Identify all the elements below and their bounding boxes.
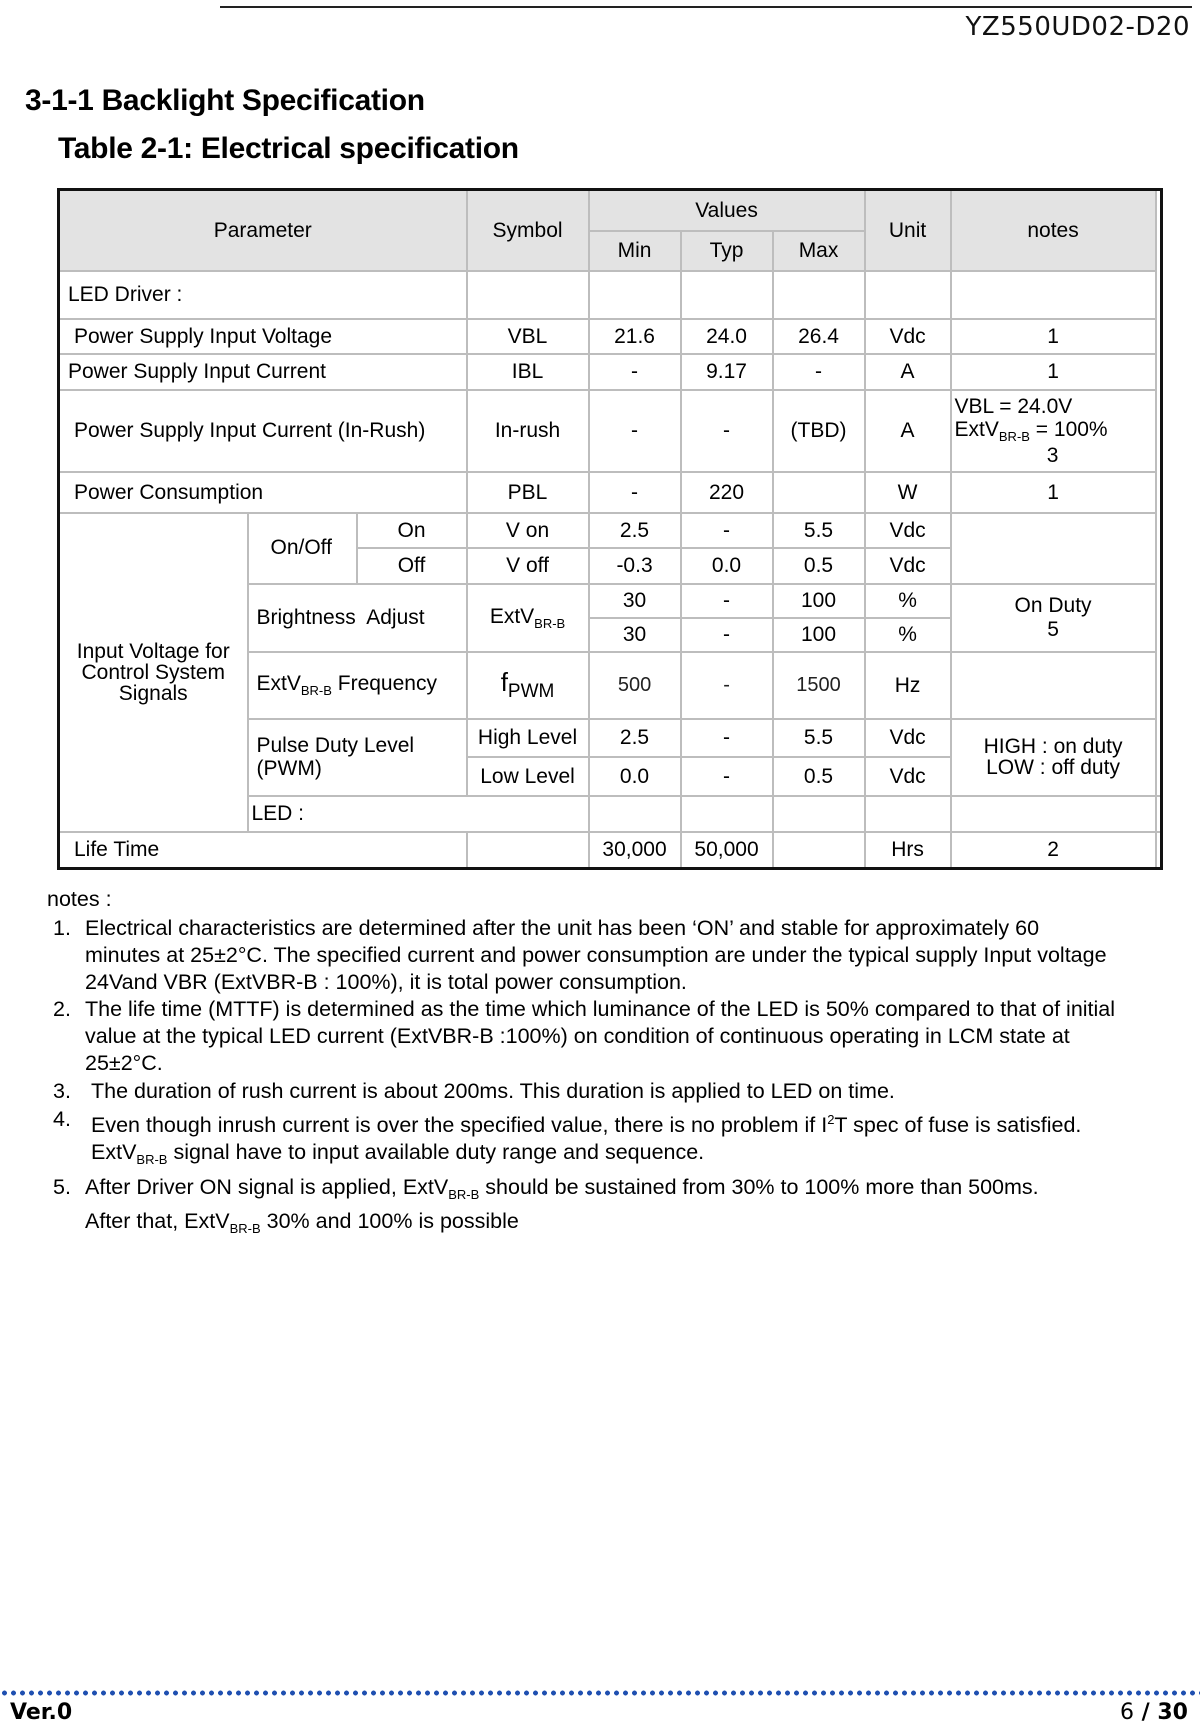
frequency-symbol: $f_{PWM}$ [467, 652, 589, 719]
row-max: 26.4 [773, 319, 865, 354]
onoff-label: On/Off [248, 513, 357, 584]
row-symbol: IBL [467, 354, 589, 389]
off-label: Off [357, 548, 467, 583]
table-row [59, 271, 1162, 318]
row-param: Life Time [59, 832, 467, 868]
row-note: 1 [951, 472, 1156, 512]
row-symbol: Low Level [467, 757, 589, 795]
header-values: Values [589, 190, 865, 231]
row-typ: - [681, 584, 773, 618]
row-param: Power Supply Input Voltage [59, 319, 467, 354]
row-typ: - [681, 390, 773, 473]
row-typ: 24.0 [681, 319, 773, 354]
row-max: 0.5 [773, 757, 865, 795]
header-unit: Unit [865, 190, 951, 272]
row-min: 30 [589, 584, 681, 618]
led-driver-label: LED Driver : [59, 271, 467, 318]
row-max: 5.5 [773, 513, 865, 548]
header-typ: Typ [681, 231, 773, 271]
inrush-note [951, 390, 1156, 473]
table-row [59, 513, 1162, 548]
row-typ: - [681, 618, 773, 652]
row-unit: % [865, 584, 951, 618]
row-unit: Vdc [865, 319, 951, 354]
row-max [773, 472, 865, 512]
row-unit: A [865, 390, 951, 473]
row-min: 0.0 [589, 757, 681, 795]
page-number: 6 / 30 [1120, 1700, 1188, 1725]
electrical-spec-table [57, 188, 1163, 870]
pwm-label: Pulse Duty Level (PWM) [248, 719, 467, 796]
row-typ: - [681, 513, 773, 548]
row-typ: 50,000 [681, 832, 773, 868]
row-symbol: V off [467, 548, 589, 583]
row-unit: A [865, 354, 951, 389]
row-note: 2 [951, 832, 1156, 868]
document-id: YZ550UD02-D20 [965, 12, 1190, 42]
row-unit: Hz [865, 652, 951, 719]
row-unit: Vdc [865, 757, 951, 795]
note-line: ExtV$_{BR-B}$ = 100% [954, 417, 1108, 444]
row-min: 21.6 [589, 319, 681, 354]
row-symbol [467, 832, 589, 868]
row-min: - [589, 354, 681, 389]
row-max [773, 832, 865, 868]
header-rule [220, 6, 1192, 8]
row-note: 1 [951, 354, 1156, 389]
brightness-label: Brightness Adjust [248, 584, 467, 653]
row-unit: W [865, 472, 951, 512]
row-min: - [589, 390, 681, 473]
note-1: 1. Electrical characteristics are determined after the unit has been ‘ON’ and stable for approximately 60 minutes at 25±2°C. The specified current and power consumption are under the typical supply Input voltage 24Vand VBR (ExtVBR-B : 100%), it is total power consumption. [53, 916, 1107, 994]
table-row [59, 354, 1162, 389]
header-min: Min [589, 231, 681, 271]
control-group-label: Input Voltage for Control System Signals [59, 513, 248, 832]
row-unit: Vdc [865, 548, 951, 583]
footer-dotted-rule [0, 1689, 1200, 1697]
row-min: 30 [589, 618, 681, 652]
note-4: 4. Even though inrush current is over the specified value, there is no problem if $I^2T$ spec of fuse is satisfied. ExtV$_{BR-B}$ signal have to input available duty range and sequence. [53, 1107, 1082, 1168]
header-symbol: Symbol [467, 190, 589, 272]
row-max: 5.5 [773, 719, 865, 757]
led-label: LED : [248, 796, 589, 832]
notes-section [47, 886, 1177, 1242]
row-max: 100 [773, 584, 865, 618]
row-symbol: VBL [467, 319, 589, 354]
row-min: 30,000 [589, 832, 681, 868]
row-max: 1500 [773, 652, 865, 719]
note-line: VBL = 24.0V [954, 394, 1073, 418]
notes-title: notes : [47, 887, 112, 911]
row-typ: - [681, 719, 773, 757]
table-row [59, 472, 1162, 512]
note-2: 2. The life time (MTTF) is determined as the time which luminance of the LED is 50% compared to that of initial value at the typical LED current (ExtVBR-B :100%) on condition of continuous operating in LCM state at 25±2°C. [53, 997, 1116, 1075]
row-typ: 220 [681, 472, 773, 512]
row-param: Power Supply Input Current [59, 354, 467, 389]
row-unit: Hrs [865, 832, 951, 868]
row-param: Power Consumption [59, 472, 467, 512]
header-max: Max [773, 231, 865, 271]
table-title: Table 2-1: Electrical specification [58, 132, 519, 165]
header-notes: notes [951, 190, 1156, 272]
row-symbol: PBL [467, 472, 589, 512]
row-min: -0.3 [589, 548, 681, 583]
row-min: - [589, 472, 681, 512]
brightness-note: On Duty 5 [951, 584, 1156, 653]
row-min: 500 [589, 652, 681, 719]
frequency-label: ExtV$_{BR-B}$ Frequency [248, 652, 467, 719]
pwm-note: HIGH : on duty LOW : off duty [951, 719, 1156, 796]
row-unit: Vdc [865, 719, 951, 757]
row-symbol: V on [467, 513, 589, 548]
version-label: Ver.0 [10, 1700, 73, 1725]
table-row [59, 319, 1162, 354]
row-max: (TBD) [773, 390, 865, 473]
note-3: 3. The duration of rush current is about 200ms. This duration is applied to LED on time. [53, 1079, 895, 1103]
row-max: - [773, 354, 865, 389]
on-label: On [357, 513, 467, 548]
section-title: 3-1-1 Backlight Specification [25, 84, 425, 117]
row-note: 1 [951, 319, 1156, 354]
row-typ: 9.17 [681, 354, 773, 389]
note-line: 3 [1046, 444, 1059, 468]
row-typ: - [681, 757, 773, 795]
row-min: 2.5 [589, 513, 681, 548]
brightness-symbol: ExtV$_{BR-B}$ [467, 584, 589, 653]
row-unit: Vdc [865, 513, 951, 548]
row-typ: - [681, 652, 773, 719]
row-unit: % [865, 618, 951, 652]
table-row [59, 390, 1162, 473]
row-max: 0.5 [773, 548, 865, 583]
note-5: 5. After Driver ON signal is applied, ExtV$_{BR-B}$ should be sustained from 30% to 100% more than 500ms. After that, ExtV$_{BR-B}$ 30% and 100% is possible [53, 1175, 1039, 1237]
row-symbol: In-rush [467, 390, 589, 473]
row-symbol: High Level [467, 719, 589, 757]
header-parameter: Parameter [59, 190, 467, 272]
row-typ: 0.0 [681, 548, 773, 583]
table-row [59, 832, 1162, 868]
row-max: 100 [773, 618, 865, 652]
row-min: 2.5 [589, 719, 681, 757]
row-param: Power Supply Input Current (In-Rush) [59, 390, 467, 473]
